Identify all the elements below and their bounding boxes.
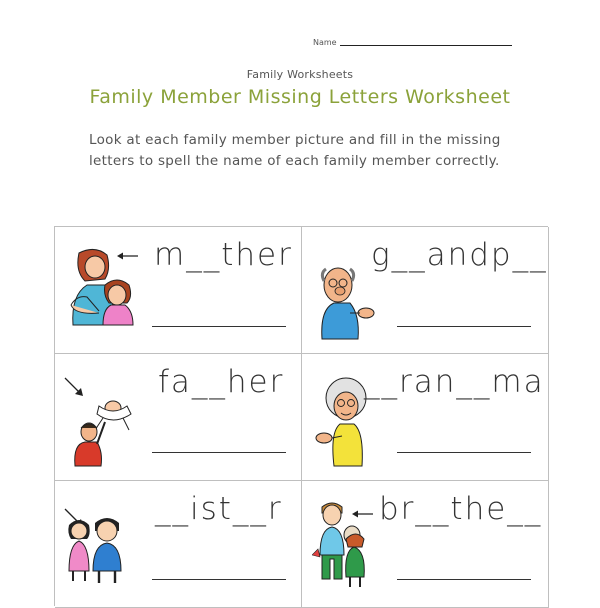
grandpa-icon	[310, 261, 380, 341]
arrow-left-icon	[352, 509, 374, 519]
answer-line[interactable]	[397, 579, 531, 580]
answer-line[interactable]	[397, 326, 531, 327]
answer-line[interactable]	[152, 579, 286, 580]
sister-and-brother-icon	[65, 515, 131, 585]
cell-father	[55, 354, 302, 481]
worksheet-category: Family Worksheets	[246, 68, 354, 81]
name-field[interactable]	[313, 38, 512, 47]
answer-line[interactable]	[152, 326, 286, 327]
cell-sister	[55, 481, 302, 608]
father-lifting-baby-icon	[69, 396, 141, 468]
missing-letters-word: __ist__r	[155, 491, 283, 527]
cell-brother	[302, 481, 549, 608]
answer-line[interactable]	[397, 452, 531, 453]
page-title: Family Member Missing Letters Worksheet	[89, 86, 511, 108]
missing-letters-word: fa__her	[158, 364, 285, 400]
missing-letters-word: __ran__ma	[364, 364, 545, 400]
missing-letters-word: g__andp__	[371, 237, 548, 273]
answer-line[interactable]	[152, 452, 286, 453]
name-blank-line[interactable]	[340, 45, 512, 46]
arrow-down-right-icon	[63, 376, 85, 398]
arrow-left-icon	[117, 251, 139, 261]
cell-mother	[55, 227, 302, 354]
cell-grandma	[302, 354, 549, 481]
missing-letters-word: m__ther	[154, 237, 293, 273]
instructions-text: Look at each family member picture and fill in the missing letters to spell the name of each family member correctly.	[89, 132, 501, 169]
cell-grandpa	[302, 227, 549, 354]
worksheet-grid	[54, 226, 548, 606]
name-label: Name	[313, 38, 337, 47]
missing-letters-word: br__the__	[379, 491, 543, 527]
